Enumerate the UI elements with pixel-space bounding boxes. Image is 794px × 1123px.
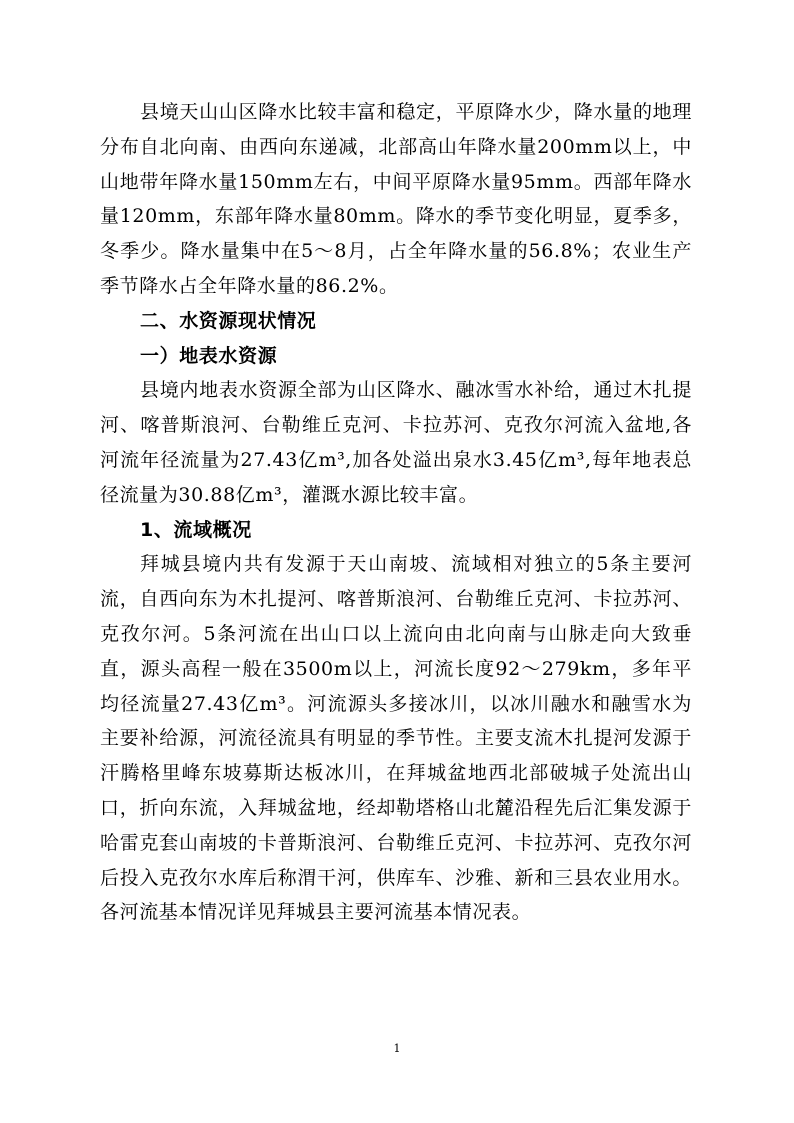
paragraph-basin-overview: 拜城县境内共有发源于天山南坡、流域相对独立的5条主要河流，自西向东为木扎提河、喀普斯浪河、台勒维丘克河、卡拉苏河、克孜尔河。5条河流在出山口以上流向由北向南与山脉走向大致垂直，源头高程一般在3500m以上，河流长度92～279km，多年平均径流量27.43亿m³。河流源头多接冰川，以冰川融水和融雪水为主要补给源，河流径流具有明显的季节性。主要支流木扎提河发源于汗腾格里峰东坡募斯达板冰川，在拜城盆地西北部破城子处流出山口，折向东流，入拜城盆地，经却勒塔格山北麓沿程先后汇集发源于哈雷克套山南坡的卡普斯浪河、台勒维丘克河、卡拉苏河、克孜尔河后投入克孜尔水库后称渭干河，供库车、沙雅、新和三县农业用水。各河流基本情况详见拜城县主要河流基本情况表。	[100, 553, 692, 924]
subsection-heading-surface-water: 一）地表水资源	[140, 344, 278, 367]
page-number: 1	[393, 1042, 401, 1055]
section-heading-water-resources: 二、水资源现状情况	[140, 309, 317, 332]
paragraph-precipitation: 县境天山山区降水比较丰富和稳定，平原降水少，降水量的地理分布自北向南、由西向东递减，北部高山年降水量200mm以上，中山地带年降水量150mm左右，中间平原降水量95mm。西部年降水量120mm，东部年降水量80mm。降水的季节变化明显，夏季多，冬季少。降水量集中在5～8月，占全年降水量的56.8%；农业生产季节降水占全年降水量的86.2%。	[100, 101, 692, 297]
subsection-heading-basin-overview: 1、流域概况	[140, 518, 252, 541]
document-body	[100, 95, 692, 930]
paragraph-surface-water: 县境内地表水资源全部为山区降水、融冰雪水补给，通过木扎提河、喀普斯浪河、台勒维丘克河、卡拉苏河、克孜尔河流入盆地,各河流年径流量为27.43亿m³,加各处溢出泉水3.45亿m³,每年地表总径流量为30.88亿m³，灌溉水源比较丰富。	[100, 379, 692, 506]
